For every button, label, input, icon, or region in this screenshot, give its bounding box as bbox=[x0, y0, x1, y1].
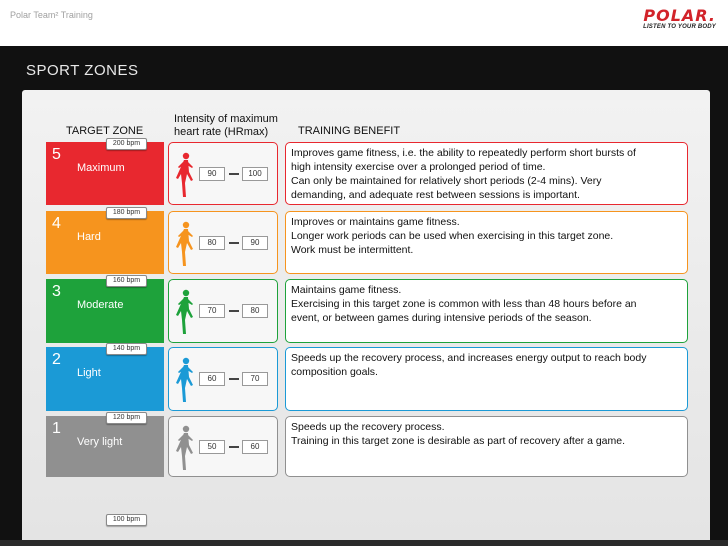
zone-5-block bbox=[46, 142, 164, 205]
benefit-line: Work must be intermittent. bbox=[291, 244, 414, 256]
benefit-line: Training in this target zone is desirable as part of recovery after a game. bbox=[291, 435, 626, 447]
zone-4-training-benefit bbox=[285, 211, 688, 274]
hr-min-value: 60 bbox=[199, 372, 225, 386]
zone-name: Light bbox=[77, 367, 101, 379]
zone-5-top-bpm-badge: 200 bpm bbox=[106, 138, 147, 150]
zone-2-block bbox=[46, 347, 164, 411]
range-dash bbox=[229, 242, 239, 244]
header-target-zone: TARGET ZONE bbox=[66, 125, 144, 137]
zone-5-training-benefit bbox=[285, 142, 688, 205]
app-title: Polar Team² Training bbox=[10, 10, 93, 20]
benefit-line: Improves game fitness, i.e. the ability to repeatedly perform short bursts of bbox=[291, 147, 636, 159]
benefit-line: Longer work periods can be used when exercising in this target zone. bbox=[291, 230, 614, 242]
zone-1-training-benefit bbox=[285, 416, 688, 477]
zone-1-top-bpm-badge: 120 bpm bbox=[106, 412, 147, 424]
hr-min-value: 70 bbox=[199, 304, 225, 318]
hr-max-value: 90 bbox=[242, 236, 268, 250]
range-dash bbox=[229, 173, 239, 175]
header-intensity-line1: Intensity of maximum bbox=[174, 113, 278, 125]
runner-icon bbox=[175, 425, 195, 471]
benefit-line: Exercising in this target zone is common with less than 48 hours before an bbox=[291, 298, 637, 310]
benefit-line: Improves or maintains game fitness. bbox=[291, 216, 460, 228]
zone-3-hr-range bbox=[168, 279, 278, 343]
hr-max-value: 80 bbox=[242, 304, 268, 318]
sport-zones-panel bbox=[22, 90, 710, 544]
zone-4-block bbox=[46, 211, 164, 274]
hr-min-value: 50 bbox=[199, 440, 225, 454]
zone-number: 4 bbox=[52, 215, 61, 232]
bottom-strip bbox=[0, 540, 728, 546]
zone-number: 5 bbox=[52, 146, 61, 163]
hr-min-value: 90 bbox=[199, 167, 225, 181]
range-dash bbox=[229, 446, 239, 448]
zone-5-hr-range bbox=[168, 142, 278, 205]
hr-max-value: 70 bbox=[242, 372, 268, 386]
main-area bbox=[0, 46, 728, 546]
zone-number: 3 bbox=[52, 283, 61, 300]
hr-max-value: 100 bbox=[242, 167, 268, 181]
polar-logo bbox=[643, 8, 716, 30]
page-title: SPORT ZONES bbox=[26, 62, 139, 79]
benefit-line: high intensity exercise over a prolonged period of time. bbox=[291, 161, 546, 173]
top-bar bbox=[0, 0, 728, 46]
runner-icon bbox=[175, 289, 195, 335]
zone-3-top-bpm-badge: 160 bpm bbox=[106, 275, 147, 287]
zone-1-block bbox=[46, 416, 164, 477]
zone-3-block bbox=[46, 279, 164, 343]
benefit-line: composition goals. bbox=[291, 366, 378, 378]
benefit-line: Can only be maintained for relatively short periods (2-4 mins). Very bbox=[291, 175, 602, 187]
logo-tagline: LISTEN TO YOUR BODY bbox=[643, 24, 716, 30]
benefit-line: Speeds up the recovery process, and increases energy output to reach body bbox=[291, 352, 647, 364]
benefit-line: Maintains game fitness. bbox=[291, 284, 402, 296]
header-intensity-line2: heart rate (HRmax) bbox=[174, 126, 269, 138]
zone-name: Moderate bbox=[77, 299, 124, 311]
zone-3-training-benefit bbox=[285, 279, 688, 343]
hr-max-value: 60 bbox=[242, 440, 268, 454]
benefit-line: demanding, and adequate rest between sessions is important. bbox=[291, 189, 580, 201]
runner-icon bbox=[175, 152, 195, 198]
runner-icon bbox=[175, 221, 195, 267]
zone-name: Very light bbox=[77, 436, 123, 448]
zone-name: Hard bbox=[77, 231, 101, 243]
zone-number: 1 bbox=[52, 420, 61, 437]
logo-wordmark: POLAR. bbox=[643, 6, 716, 25]
hr-min-value: 80 bbox=[199, 236, 225, 250]
zone-4-hr-range bbox=[168, 211, 278, 274]
zone-2-training-benefit bbox=[285, 347, 688, 411]
benefit-line: Speeds up the recovery process. bbox=[291, 421, 445, 433]
bottom-bpm-badge: 100 bpm bbox=[106, 514, 147, 526]
runner-icon bbox=[175, 357, 195, 403]
range-dash bbox=[229, 310, 239, 312]
zone-number: 2 bbox=[52, 351, 61, 368]
benefit-line: event, or between games during intensive periods of the season. bbox=[291, 312, 592, 324]
zone-4-top-bpm-badge: 180 bpm bbox=[106, 207, 147, 219]
zone-2-hr-range bbox=[168, 347, 278, 411]
range-dash bbox=[229, 378, 239, 380]
zone-1-hr-range bbox=[168, 416, 278, 477]
zone-name: Maximum bbox=[77, 162, 125, 174]
zone-2-top-bpm-badge: 140 bpm bbox=[106, 343, 147, 355]
header-training-benefit: TRAINING BENEFIT bbox=[298, 125, 401, 137]
